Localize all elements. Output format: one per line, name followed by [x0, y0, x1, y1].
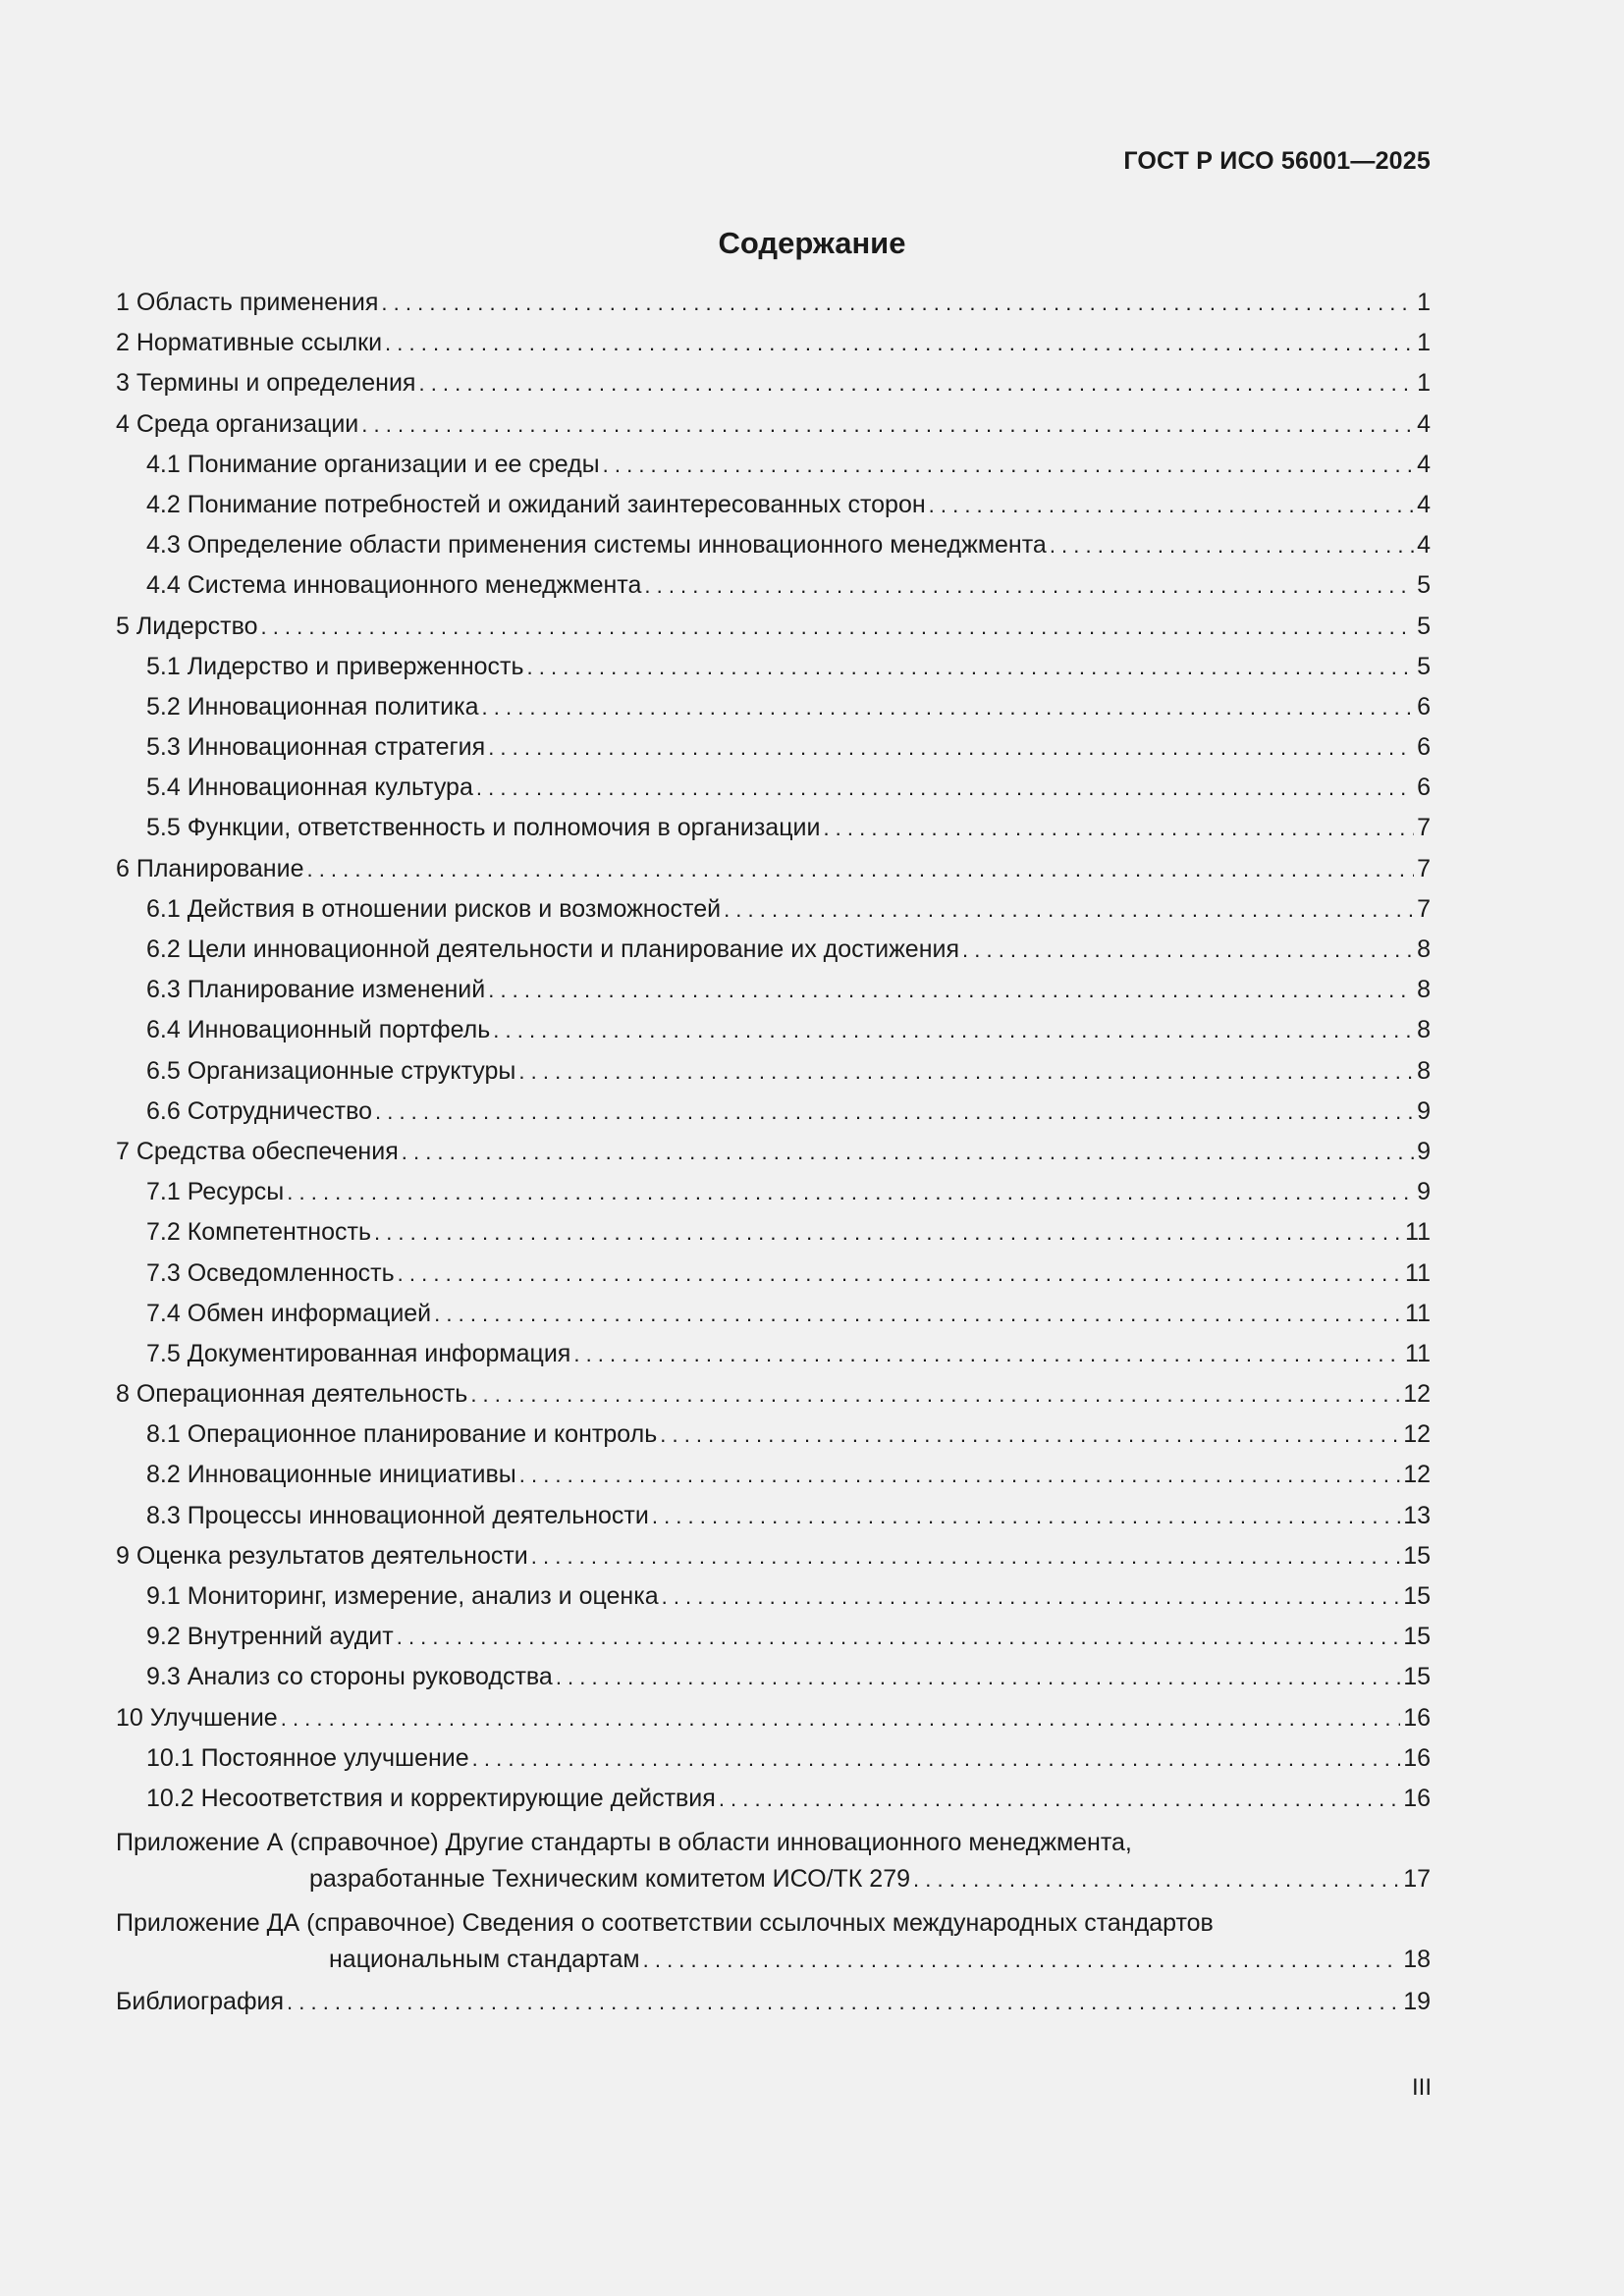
dot-leader	[361, 404, 1414, 445]
toc-entry-label: 6 Планирование	[116, 854, 304, 882]
toc-entry-page: 4	[1417, 490, 1431, 518]
dot-leader	[287, 1172, 1414, 1212]
toc-entry-label: 5.4 Инновационная культура	[146, 774, 473, 802]
toc-entry[interactable]	[116, 485, 1431, 525]
toc-entry-label: 4.4 Система инновационного менеджмента	[146, 571, 642, 600]
dot-leader	[719, 1779, 1400, 1819]
appendix-da-page: 18	[1403, 1946, 1431, 1974]
toc-entry-label: 8.3 Процессы инновационной деятельности	[146, 1501, 649, 1529]
toc-entry-page: 11	[1405, 1339, 1431, 1367]
toc-entry-label: 6.2 Цели инновационной деятельности и планирование их достижения	[146, 935, 960, 963]
toc-entry-page: 15	[1403, 1582, 1431, 1610]
toc-entry-page: 6	[1417, 692, 1431, 721]
toc-entry-page: 9	[1417, 1178, 1431, 1206]
dot-leader	[929, 485, 1414, 525]
toc-entry[interactable]	[116, 1779, 1431, 1819]
dot-leader	[375, 1092, 1414, 1132]
toc-entry[interactable]	[116, 849, 1431, 889]
toc-entry-label: 7.5 Документированная информация	[146, 1339, 571, 1367]
toc-entry-label: 9.3 Анализ со стороны руководства	[146, 1663, 553, 1691]
toc-entry-label: 7.1 Ресурсы	[146, 1178, 285, 1206]
toc-entry-label: 9 Оценка результатов деятельности	[116, 1541, 528, 1570]
toc-entry-page: 8	[1417, 1056, 1431, 1085]
toc-entry[interactable]	[116, 808, 1431, 848]
appendix-a-page: 17	[1403, 1865, 1431, 1894]
appendix-da-title-line: Приложение ДА (справочное) Сведения о соответствии ссылочных международных стандартов	[116, 1909, 1214, 1938]
toc-entry-page: 12	[1403, 1461, 1431, 1489]
toc-entry-page: 11	[1405, 1218, 1431, 1247]
bibliography-page: 19	[1403, 1987, 1431, 2015]
toc-entry-page: 16	[1403, 1743, 1431, 1772]
toc-entry-page: 5	[1417, 612, 1431, 640]
dot-leader	[482, 687, 1415, 727]
dot-leader	[556, 1657, 1400, 1697]
toc-entry[interactable]	[116, 1092, 1431, 1132]
dot-leader	[1050, 525, 1414, 565]
toc-entry-page: 6	[1417, 733, 1431, 762]
toc-entry-label: 4 Среда организации	[116, 409, 359, 438]
toc-appendix-a[interactable]	[116, 1827, 1431, 1899]
dot-leader	[374, 1212, 1402, 1253]
toc-entry-label: 8.2 Инновационные инициативы	[146, 1461, 516, 1489]
dot-leader	[518, 1051, 1414, 1092]
toc-entry-label: 6.5 Организационные структуры	[146, 1056, 516, 1085]
toc-entry[interactable]	[116, 1617, 1431, 1657]
toc-entry-page: 1	[1417, 289, 1431, 316]
dot-leader	[643, 1940, 1401, 1980]
toc-entry-label: 7.2 Компетентность	[146, 1218, 371, 1247]
toc-entry-page: 8	[1417, 976, 1431, 1004]
toc-entry-page: 15	[1403, 1541, 1431, 1570]
toc-entry[interactable]	[116, 1294, 1431, 1334]
toc-entry[interactable]	[116, 565, 1431, 606]
dot-leader	[662, 1576, 1401, 1617]
toc-entry[interactable]	[116, 363, 1431, 403]
dot-leader	[603, 445, 1414, 485]
toc-entry-page: 5	[1417, 571, 1431, 600]
toc-entry-page: 15	[1403, 1663, 1431, 1691]
toc-entry-label: 9.2 Внутренний аудит	[146, 1623, 394, 1651]
toc-entry-label: 5.5 Функции, ответственность и полномочия в организации	[146, 814, 821, 842]
dot-leader	[397, 1617, 1400, 1657]
toc-entry-page: 7	[1417, 814, 1431, 842]
toc-entry-page: 12	[1403, 1420, 1431, 1449]
toc-entry-label: 8 Операционная деятельность	[116, 1380, 468, 1409]
appendix-da-entry	[116, 1940, 1431, 1980]
page-number: III	[1411, 2074, 1432, 2101]
dot-leader	[644, 565, 1414, 606]
toc-entry[interactable]	[116, 445, 1431, 485]
toc-entry[interactable]	[116, 1172, 1431, 1212]
dot-leader	[531, 1536, 1400, 1576]
toc-entry-label: 4.1 Понимание организации и ее среды	[146, 450, 600, 478]
toc-entry[interactable]	[116, 1536, 1431, 1576]
toc-entry[interactable]	[116, 1010, 1431, 1050]
toc-entry-label: 5.2 Инновационная политика	[146, 692, 479, 721]
toc-entry-label: 7.4 Обмен информацией	[146, 1299, 432, 1327]
toc-entry[interactable]	[116, 1576, 1431, 1617]
toc-entry-label: 6.4 Инновационный портфель	[146, 1016, 491, 1044]
toc-entry-label: 3 Термины и определения	[116, 369, 416, 398]
toc-entry-label: 4.3 Определение области применения системы инновационного менеджмента	[146, 531, 1047, 560]
toc-entry-page: 16	[1403, 1784, 1431, 1812]
dot-leader	[527, 647, 1415, 687]
toc-entry-page: 4	[1417, 409, 1431, 438]
toc-entry[interactable]	[116, 1254, 1431, 1294]
toc-entry-page: 11	[1405, 1258, 1431, 1287]
toc-entry-label: 8.1 Операционное планирование и контроль	[146, 1420, 658, 1449]
toc-entry[interactable]	[116, 1415, 1431, 1455]
toc-entry-page: 5	[1417, 652, 1431, 680]
toc-entry[interactable]	[116, 970, 1431, 1010]
toc-entry[interactable]	[116, 323, 1431, 363]
toc-entry-label: 5.3 Инновационная стратегия	[146, 733, 486, 762]
toc-entry-label: 7 Средства обеспечения	[116, 1137, 399, 1165]
dot-leader	[573, 1334, 1402, 1374]
toc-entry-label: 5.1 Лидерство и приверженность	[146, 652, 524, 680]
toc-entry-label: 4.2 Понимание потребностей и ожиданий заинтересованных сторон	[146, 490, 926, 518]
toc-entry[interactable]	[116, 283, 1431, 323]
toc-entry[interactable]	[116, 1496, 1431, 1536]
appendix-a-subtitle: разработанные Техническим комитетом ИСО/ТК 279	[309, 1865, 911, 1894]
dot-leader	[652, 1496, 1400, 1536]
toc-entry-label: 7.3 Осведомленность	[146, 1258, 395, 1287]
bibliography-label: Библиография	[116, 1987, 285, 2015]
toc-entry-page: 9	[1417, 1096, 1431, 1125]
toc-entry-label: 6.3 Планирование изменений	[146, 976, 486, 1004]
dot-leader	[823, 808, 1414, 848]
dot-leader	[306, 849, 1414, 889]
toc-entry-label: 2 Нормативные ссылки	[116, 329, 383, 357]
toc-entry[interactable]	[116, 1212, 1431, 1253]
toc-entry[interactable]	[116, 889, 1431, 930]
document-code: ГОСТ Р ИСО 56001—2025	[1123, 147, 1431, 175]
toc-entry-label: 6.6 Сотрудничество	[146, 1096, 372, 1125]
toc-entry[interactable]	[116, 930, 1431, 970]
toc-entries	[116, 283, 1431, 1819]
toc-entry[interactable]	[116, 647, 1431, 687]
dot-leader	[488, 970, 1414, 1010]
toc-bibliography[interactable]	[116, 1982, 1431, 2022]
dot-leader	[260, 607, 1414, 647]
toc-entry[interactable]	[116, 1455, 1431, 1495]
toc-entry-page: 8	[1417, 1016, 1431, 1044]
dot-leader	[402, 1132, 1414, 1172]
toc-entry-page: 13	[1403, 1501, 1431, 1529]
toc-entry-label: 6.1 Действия в отношении рисков и возможностей	[146, 894, 722, 923]
toc-appendix-da[interactable]	[116, 1907, 1431, 1980]
dot-leader	[660, 1415, 1400, 1455]
toc-entry-page: 4	[1417, 450, 1431, 478]
dot-leader	[493, 1010, 1414, 1050]
toc-entry-page: 7	[1417, 854, 1431, 882]
toc-entry[interactable]	[116, 687, 1431, 727]
table-of-contents	[116, 283, 1431, 2022]
toc-entry[interactable]	[116, 404, 1431, 445]
dot-leader	[476, 768, 1414, 808]
appendix-a-entry	[116, 1859, 1431, 1899]
toc-title: Содержание	[718, 226, 906, 260]
toc-entry-page: 15	[1403, 1623, 1431, 1651]
toc-entry[interactable]	[116, 1051, 1431, 1092]
dot-leader	[724, 889, 1414, 930]
dot-leader	[470, 1374, 1400, 1415]
toc-entry[interactable]	[116, 1132, 1431, 1172]
toc-entry[interactable]	[116, 727, 1431, 768]
toc-entry[interactable]	[116, 1698, 1431, 1738]
appendix-da-subtitle: национальным стандартам	[329, 1946, 640, 1974]
dot-leader	[962, 930, 1414, 970]
dot-leader	[472, 1738, 1401, 1779]
toc-entry-page: 1	[1417, 369, 1431, 398]
dot-leader	[398, 1254, 1402, 1294]
toc-entry-page: 6	[1417, 774, 1431, 802]
toc-entry-page: 8	[1417, 935, 1431, 963]
toc-entry-label: 10 Улучшение	[116, 1703, 278, 1732]
toc-entry-label: 10.2 Несоответствия и корректирующие действия	[146, 1784, 716, 1812]
toc-entry[interactable]	[116, 1657, 1431, 1697]
toc-entry-page: 16	[1403, 1703, 1431, 1732]
toc-entry-page: 9	[1417, 1137, 1431, 1165]
toc-entry-label: 9.1 Мониторинг, измерение, анализ и оценка	[146, 1582, 659, 1610]
toc-entry-page: 12	[1403, 1380, 1431, 1409]
dot-leader	[519, 1455, 1400, 1495]
toc-entry-page: 7	[1417, 894, 1431, 923]
toc-entry[interactable]	[116, 607, 1431, 647]
toc-entry-page: 4	[1417, 531, 1431, 560]
toc-entry-page: 11	[1405, 1299, 1431, 1327]
toc-entry[interactable]	[116, 525, 1431, 565]
dot-leader	[287, 1982, 1400, 2022]
toc-entry-label: 5 Лидерство	[116, 612, 258, 640]
toc-entry[interactable]	[116, 1334, 1431, 1374]
dot-leader	[385, 323, 1414, 363]
dot-leader	[913, 1859, 1400, 1899]
toc-entry[interactable]	[116, 1374, 1431, 1415]
toc-entry-label: 10.1 Постоянное улучшение	[146, 1743, 469, 1772]
toc-entry-label: 1 Область применения	[116, 289, 379, 316]
dot-leader	[418, 363, 1414, 403]
dot-leader	[281, 1698, 1400, 1738]
appendix-a-title-line: Приложение А (справочное) Другие стандарты в области инновационного менеджмента,	[116, 1829, 1132, 1857]
dot-leader	[488, 727, 1414, 768]
dot-leader	[434, 1294, 1402, 1334]
toc-entry[interactable]	[116, 1738, 1431, 1779]
toc-entry-page: 1	[1417, 329, 1431, 357]
dot-leader	[381, 283, 1414, 323]
toc-entry[interactable]	[116, 768, 1431, 808]
